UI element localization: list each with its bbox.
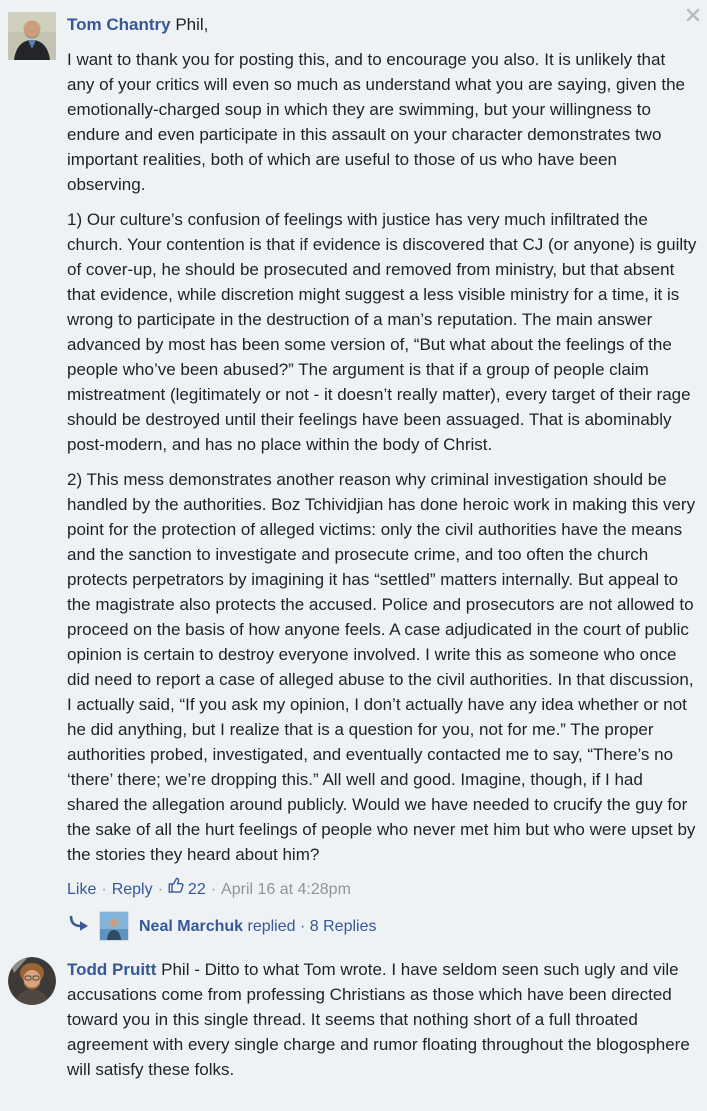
comment-lead-line [67,12,697,37]
comment-body [67,957,697,1082]
reply-arrow-icon [69,914,89,939]
author-link-todd-pruitt[interactable]: Todd Pruitt [67,960,157,979]
like-count-badge[interactable] [168,877,206,902]
separator-dot: · [210,881,217,898]
separator-dot: · [299,917,306,935]
neal-marchuk-avatar[interactable] [99,911,129,941]
comment-lead-text: Phil, [175,15,209,34]
author-link-tom-chantry[interactable]: Tom Chantry [67,15,171,34]
replies-link[interactable] [139,914,376,939]
thumbs-up-icon [168,877,188,902]
comment-paragraph-2: 1) Our culture’s confusion of feelings with justice has very much infiltrated the church. Your contention is that if evidence is discovered that CJ (or anyone) is guilty of cover-up, he should be prosecuted and removed from ministry, but that absent that evidence, while discretion might suggest a less visible ministry for a time, it is wrong to participate in the destruction of a man’s reputation. The main answer advanced by most has been some version of, “But what about the feelings of the people who’ve been abused?” The argument is that if a group of people claim mistreatment (legitimately or not - it doesn’t really matter), every target of their rage should be destroyed until their feelings have been assuaged. That is abominably post-modern, and has no place within the body of Christ. [67,210,697,454]
reply-author-name: Neal Marchuk [139,917,244,935]
comment-content [67,12,697,941]
comment-paragraph-3: 2) This mess demonstrates another reason why criminal investigation should be handled by the authorities. Boz Tchividjian has done heroic work in making this very point for the protection of alleged victims: only the civil authorities have the means and the sanction to investigate and prosecute crime, and too often the church protects perpetrators by imagining it has “settled” matters internally. But appeal to the magistrate also protects the accused. Police and prosecutors are not allowed to proceed on the basis of how anyone feels. A case adjudicated in the court of public opinion is certain to destroy everyone involved. I write this as someone who once did need to report a case of alleged abuse to the civil authorities. In that discussion, I actually said, “If you ask my opinion, I don’t actually have any idea whether or not he did anything, but I realize that is a question for you, not for me.” The proper authorities probed, investigated, and eventually contacted me to say, “There’s no ‘there’ there; we’re dropping this.” All well and good. Imagine, though, if I had shared the allegation around publicly. Would we have needed to crucify the guy for the sake of all the hurt feelings of people who never met him but who were upset by the stories they heard about him? [67,470,696,864]
replies-count-label: 8 Replies [309,917,377,935]
replied-label: replied [247,917,296,935]
tom-chantry-avatar[interactable] [8,12,56,60]
comment-content [67,957,697,1092]
like-count-value: 22 [187,881,206,898]
todd-pruitt-avatar[interactable] [8,957,56,1005]
comment-todd-pruitt [0,957,707,1092]
separator-dot: · [101,881,107,898]
comment-actions-bar [67,877,697,902]
close-icon[interactable] [685,7,701,23]
comment-body-text: Phil - Ditto to what Tom wrote. I have seldom seen such ugly and vile accusations come from professing Christians as those which have been directed toward you in this single thread. It seems that nothing short of a full throated agreement with every single charge and rumor floating throughout the blogosphere will satisfy these folks. [67,960,690,1079]
comment-paragraph-1: I want to thank you for posting this, and to encourage you also. It is unlikely that any of your critics will even so much as understand what you are saying, given the emotionally-charged soup in which they are swimming, but your willingness to endure and even participate in this assault on your character demonstrates two important realities, both of which are useful to those of us who have been observing. [67,50,685,194]
comment-timestamp[interactable]: April 16 at 4:28pm [221,881,351,898]
replies-summary-row[interactable] [69,911,697,941]
reply-link[interactable]: Reply [111,881,153,898]
like-link[interactable]: Like [67,881,97,898]
separator-dot: · [157,881,163,898]
